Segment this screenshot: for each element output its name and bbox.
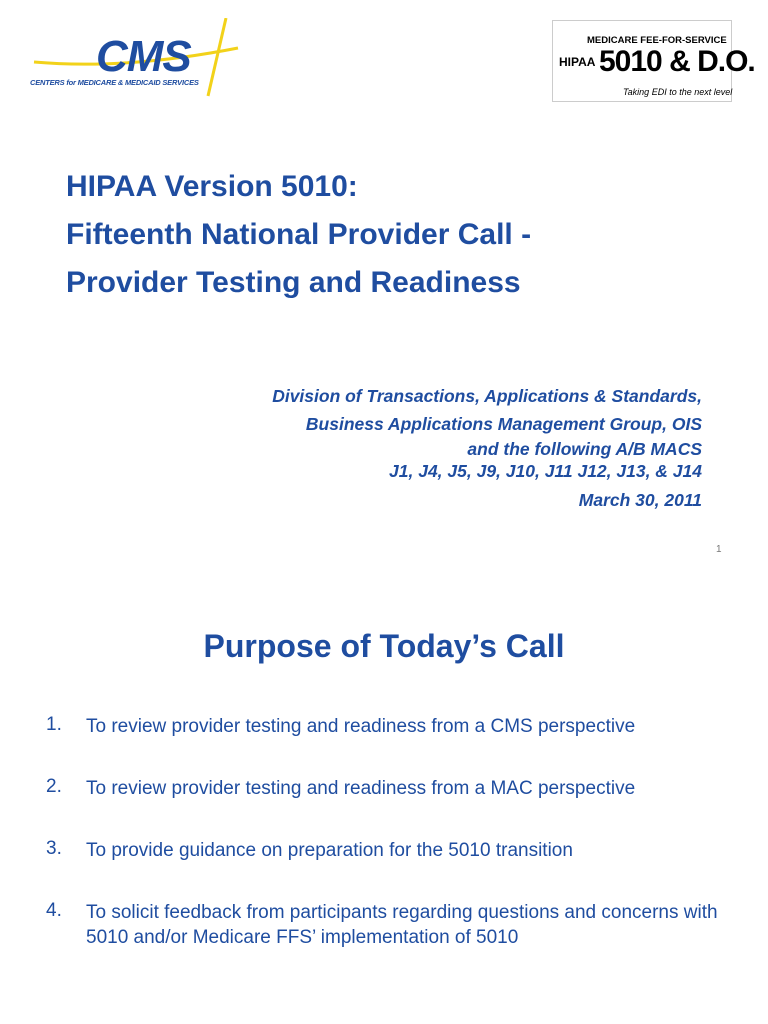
page-number: 1	[716, 544, 722, 555]
slide-heading: Purpose of Today’s Call	[203, 628, 565, 664]
badge-top-text: MEDICARE FEE-FOR-SERVICE	[587, 35, 727, 46]
list-item-number: 1.	[46, 714, 62, 735]
list-item-text: To review provider testing and readiness from a MAC perspective	[86, 778, 636, 799]
list-item-text: To review provider testing and readiness from a CMS perspective	[86, 716, 636, 737]
list-item-number: 4.	[46, 900, 62, 921]
subtitle-line: J1, J4, J5, J9, J10, J11 J12, J13, & J14	[389, 461, 702, 481]
title-line: Fifteenth National Provider Call -	[66, 218, 532, 251]
cms-logo-tagline: CENTERS for MEDICARE & MEDICAID SERVICES	[30, 78, 199, 87]
badge-main-text: 5010 & D.O.	[599, 45, 755, 78]
list-item-number: 3.	[46, 838, 62, 859]
subtitle-line: Business Applications Management Group, OIS	[305, 414, 702, 434]
slide-2	[0, 570, 768, 1024]
subtitle-date: March 30, 2011	[578, 490, 702, 510]
hipaa-5010-badge	[552, 20, 755, 102]
slide-title	[66, 163, 531, 307]
cms-logo-letters: CMS	[96, 32, 191, 81]
title-line: HIPAA Version 5010:	[66, 170, 358, 203]
slide-subtitle	[272, 382, 702, 514]
title-line: Provider Testing and Readiness	[66, 266, 521, 299]
list-item-text: To solicit feedback from participants regarding questions and concerns with 5010 and/or Medicare FFS’ implementation of 5010	[86, 902, 718, 948]
list-item-number: 2.	[46, 776, 62, 797]
list-item-text: To provide guidance on preparation for the 5010 transition	[86, 840, 573, 861]
badge-tagline: Taking EDI to the next level	[623, 87, 733, 97]
subtitle-line: and the following A/B MACS	[467, 439, 702, 459]
cms-logo	[26, 18, 242, 98]
subtitle-line: Division of Transactions, Applications & Standards,	[272, 386, 702, 406]
badge-hipaa-label: HIPAA	[559, 55, 596, 69]
